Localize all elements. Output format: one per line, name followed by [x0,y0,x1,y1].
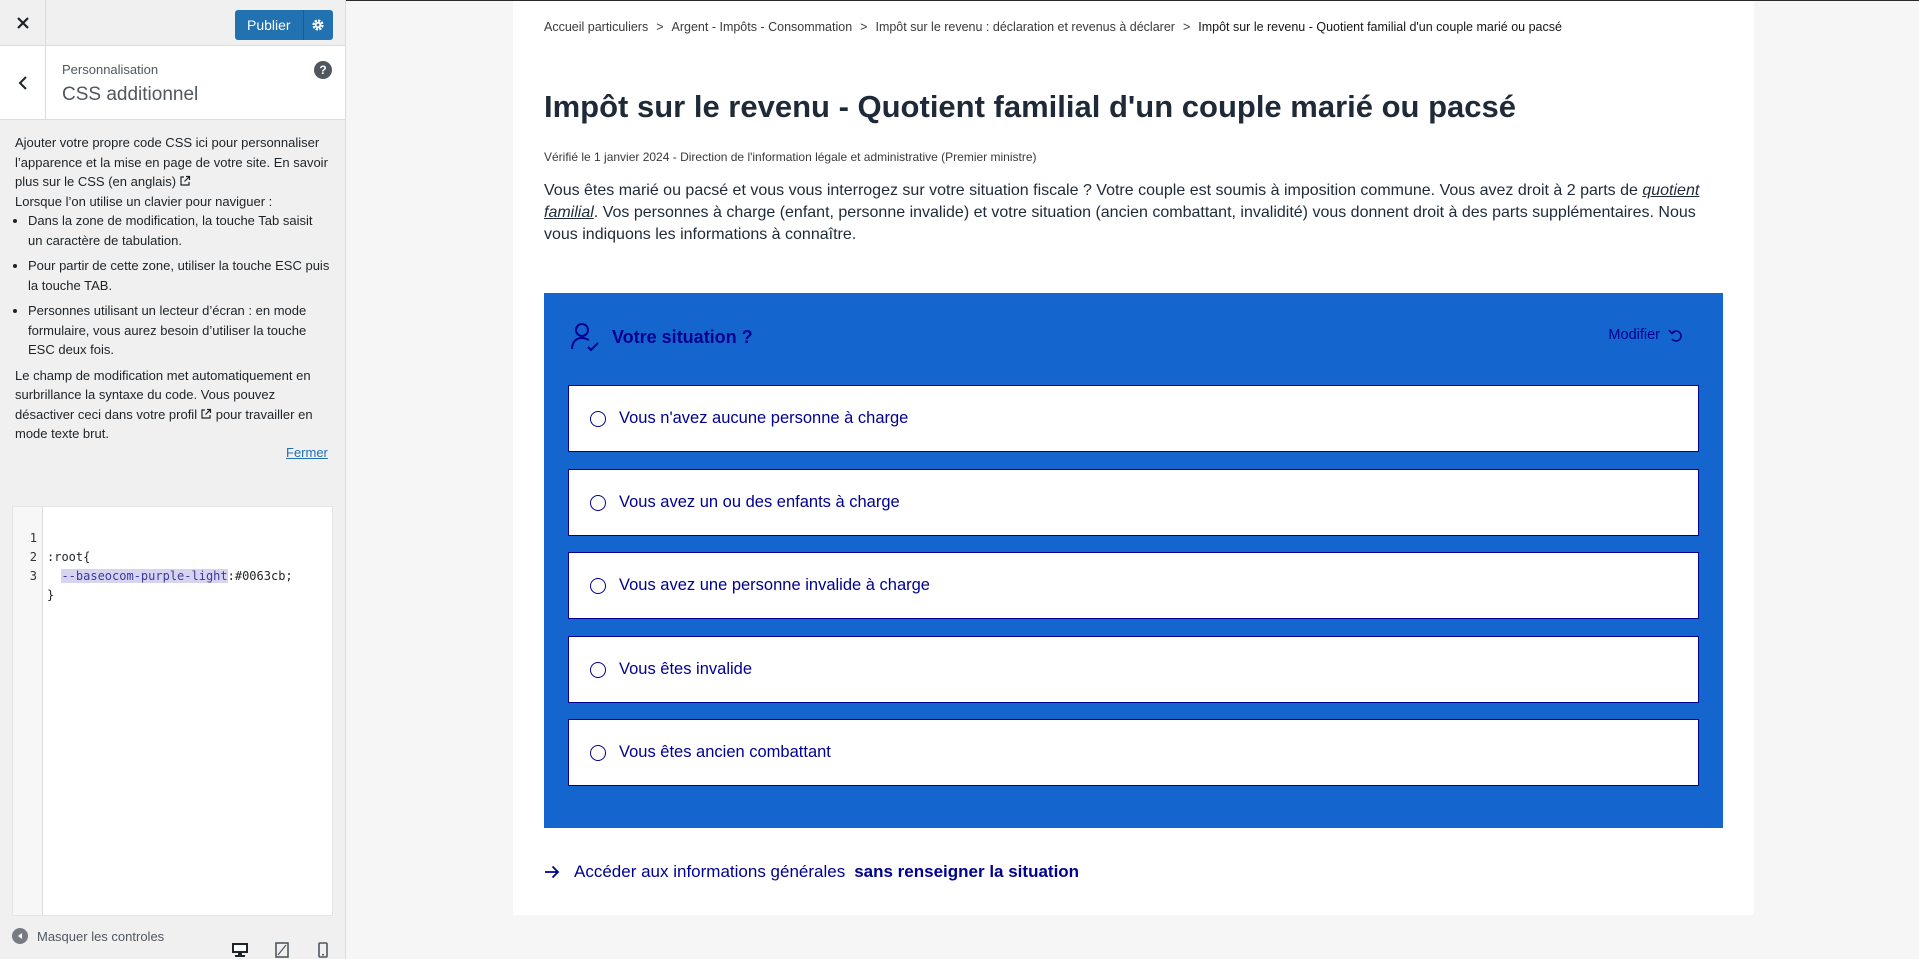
radio-button[interactable] [590,745,606,761]
list-item: • Dans la zone de modification, la touche Tab saisit un caractère de tabulation. [28,211,330,250]
radio-button[interactable] [590,495,606,511]
desktop-icon [231,942,249,958]
breadcrumb-separator: > [656,20,664,34]
line-number: 3 [29,569,37,583]
code-line [13,510,91,564]
external-link-icon[interactable] [200,408,212,420]
external-link-icon[interactable] [179,175,191,187]
breadcrumb-item[interactable]: Argent - Impôts - Consommation [671,20,853,34]
device-mobile-button[interactable] [312,941,334,959]
css-description [0,121,345,444]
mobile-icon [318,942,328,958]
code-line [13,548,56,602]
css-code-editor[interactable] [12,506,333,916]
customizer-header [0,0,345,46]
back-button[interactable] [0,46,46,120]
situation-panel [544,293,1723,828]
list-item: • Personnes utilisant un lecteur d’écran : en mode formulaire, vous aurez besoin d’utiliser la touche ESC deux fois. [28,301,330,360]
option-label: Vous êtes invalide [619,660,753,678]
breadcrumb-item[interactable]: Impôt sur le revenu : déclaration et revenus à déclarer [875,20,1175,34]
code-text: :#0063cb; [227,569,293,583]
close-description-link[interactable]: Fermer [286,445,328,460]
hide-controls-label: Masquer les controles [37,928,165,944]
general-link-strong: sans renseigner la situation [854,862,1080,881]
verified-date: Vérifié le 1 janvier 2024 - Direction de l'information légale et administrative (Premier ministre) [544,150,1037,164]
keyboard-tips [15,211,330,360]
selected-text: --baseocom-purple-light [61,569,228,583]
close-customizer-button[interactable] [0,0,46,46]
breadcrumb-separator: > [1182,20,1191,34]
customizer-footer [0,919,345,959]
site-preview [346,0,1919,959]
modify-label: Modifier [1608,327,1660,343]
line-number: 2 [29,550,37,564]
code-text: :root{ [47,550,91,564]
situation-option-invalid-dependent[interactable] [568,552,1699,619]
general-info-link[interactable] [544,862,1079,882]
user-check-icon [570,321,600,353]
section-title: CSS additionnel [62,84,199,105]
publish-button[interactable]: Publier [235,10,303,40]
situation-option-veteran[interactable] [568,719,1699,786]
highlight-note: Le champ de modification met automatiquement en surbrillance la syntaxe du code. Vous pouvez désactiver ceci dans votre profil pour travailler en mode texte brut. [15,367,313,441]
page-title: Impôt sur le revenu - Quotient familial d'un couple marié ou pacsé [544,89,1517,124]
tablet-icon [275,942,289,958]
situation-option-no-dependents[interactable] [568,385,1699,452]
customizer-sidebar [0,0,346,959]
publish-group [235,10,333,40]
keyboard-intro: Lorsque l’on utilise un clavier pour naviguer : [15,193,273,209]
situation-option-invalid[interactable] [568,636,1699,703]
situation-option-children[interactable] [568,469,1699,536]
general-link-text: Accéder aux informations générales [574,862,846,881]
line-number: 1 [29,531,37,545]
description-intro: Ajouter votre propre code CSS ici pour personnaliser l’apparence et la mise en page de votre site. En savoir plus sur le CSS (en anglais) [15,135,328,189]
device-desktop-button[interactable] [229,941,251,959]
option-label: Vous n'avez aucune personne à charge [619,409,909,427]
chevron-left-icon [18,75,28,91]
option-label: Vous avez un ou des enfants à charge [619,493,900,511]
breadcrumb-item[interactable]: Accueil particuliers [544,20,649,34]
option-label: Vous avez une personne invalide à charge [619,576,930,594]
intro-paragraph: Vous êtes marié ou pacsé et vous vous interrogez sur votre situation fiscale ? Votre couple est soumis à imposition commune. Vous avez droit à 2 parts de quotient familial. Vos personnes à charge (enfant, personne invalide) et votre situation (ancien combattant, invalidité) vous donnent droit à des parts supplémentaires. Nous vous indiquons les informations à connaître. [544,182,1700,243]
undo-icon [1668,328,1682,342]
quotient-familial-link[interactable]: quotient familial [544,182,1700,221]
section-breadcrumb: Personnalisation [62,62,159,77]
radio-button[interactable] [590,662,606,678]
list-item: • Pour partir de cette zone, utiliser la touche ESC puis la touche TAB. [28,256,330,295]
section-header [0,46,345,120]
close-icon [16,16,30,30]
radio-button[interactable] [590,578,606,594]
device-tablet-button[interactable] [271,941,293,959]
arrow-right-icon [544,865,560,879]
hide-controls-button[interactable] [12,928,164,944]
collapse-icon [12,928,28,944]
situation-title: Votre situation ? [612,327,753,347]
publish-settings-button[interactable] [303,10,333,40]
breadcrumb-separator: > [860,20,868,34]
option-label: Vous êtes ancien combattant [619,743,831,761]
breadcrumb [544,20,1562,34]
code-text: } [47,588,55,602]
modify-button[interactable] [1608,327,1682,343]
gear-icon [311,18,325,32]
breadcrumb-current: Impôt sur le revenu - Quotient familial d'un couple marié ou pacsé [1198,20,1562,34]
radio-button[interactable] [590,411,606,427]
help-icon[interactable]: ? [314,61,332,79]
